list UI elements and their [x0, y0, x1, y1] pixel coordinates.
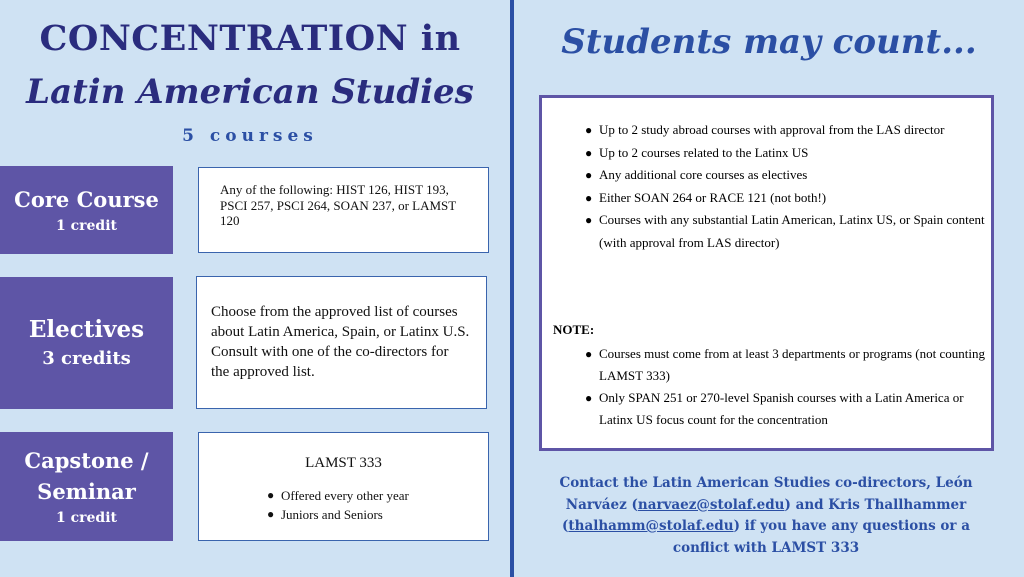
page-title: CONCENTRATION in	[39, 18, 461, 59]
list-item: ● Any additional core courses as electives	[585, 164, 985, 187]
right-title: Students may count...	[561, 22, 977, 62]
may-count-list	[585, 119, 985, 254]
email-link-thallhammer[interactable]: thalhamm@stolaf.edu	[568, 518, 734, 534]
list-item: ● Only SPAN 251 or 270-level Spanish courses with a Latin America or Latinx US focus count for the concentration	[585, 387, 985, 431]
center-divider	[510, 0, 514, 577]
electives-label	[0, 277, 173, 409]
contact-text: ) and Kris Thallhammer (	[562, 496, 967, 534]
core-course-text: Any of the following: HIST 126, HIST 193, PSCI 257, PSCI 264, SOAN 237, or LAMST 120	[220, 182, 456, 228]
core-course-box	[198, 167, 489, 253]
note-list	[585, 343, 985, 431]
course-count: 5 courses	[182, 126, 318, 146]
contact-text: ) if you have any questions or a conflict with LAMST 333	[672, 518, 970, 556]
electives-box	[196, 276, 487, 409]
list-item: ● Juniors and Seniors	[267, 505, 488, 524]
electives-text: Choose from the approved list of courses about Latin America, Spain, or Latinx U.S. Consult with one of the co-directors for the approved list.	[211, 304, 470, 380]
core-course-title: Core Course	[14, 186, 159, 212]
note-label: NOTE:	[553, 322, 595, 337]
list-item: ● Offered every other year	[267, 486, 488, 505]
core-course-credits: 1 credit	[56, 217, 117, 234]
capstone-list	[267, 486, 488, 524]
capstone-label	[0, 432, 173, 541]
may-count-box	[539, 95, 994, 451]
capstone-course: LAMST 333	[305, 455, 382, 471]
capstone-title-line2: Seminar	[37, 478, 136, 504]
contact-text: Contact the Latin American Studies co-directors, León Narváez (	[559, 475, 973, 513]
list-item: ● Courses must come from at least 3 departments or programs (not counting LAMST 333)	[585, 343, 985, 387]
electives-credits: 3 credits	[42, 348, 131, 369]
contact-info	[556, 473, 976, 559]
email-link-narvaez[interactable]: narvaez@stolaf.edu	[637, 496, 785, 513]
capstone-credits: 1 credit	[56, 509, 117, 526]
capstone-box	[198, 432, 489, 541]
page-title-program: Latin American Studies	[26, 72, 474, 112]
list-item: ● Courses with any substantial Latin American, Latinx US, or Spain content (with approval from LAS director)	[585, 209, 985, 254]
list-item: ● Up to 2 study abroad courses with approval from the LAS director	[585, 119, 985, 142]
electives-title: Electives	[28, 316, 145, 343]
capstone-title-line1: Capstone /	[24, 447, 149, 473]
list-item: ● Up to 2 courses related to the Latinx US	[585, 142, 985, 165]
list-item: ● Either SOAN 264 or RACE 121 (not both!)	[585, 187, 985, 210]
core-course-label	[0, 166, 173, 254]
